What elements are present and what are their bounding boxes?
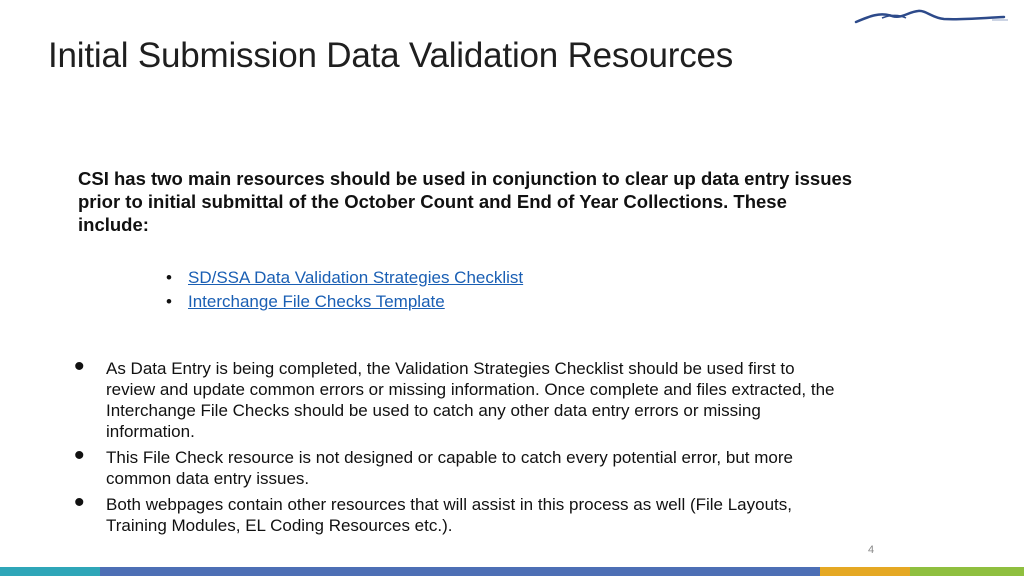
list-item <box>74 439 844 489</box>
validation-checklist-link[interactable]: SD/SSA Data Validation Strategies Checklist <box>188 268 524 287</box>
mountain-logo-icon <box>852 6 1012 30</box>
bullet-dot: • <box>74 439 85 472</box>
page-number: 4 <box>868 544 875 556</box>
slide-title: Initial Submission Data Validation Resources <box>48 36 734 75</box>
bullet-dot: • <box>74 486 85 519</box>
bullet-text: Both webpages contain other resources that will assist in this process as well (File Layouts, Training Modules, EL Coding Resources etc.). <box>106 495 792 535</box>
footer-bar-teal <box>0 567 100 576</box>
bullet-dot: • <box>166 268 172 287</box>
file-checks-template-link[interactable]: Interchange File Checks Template <box>188 292 445 311</box>
footer-bar-blue <box>100 567 820 576</box>
bullet-list <box>74 350 844 541</box>
intro-paragraph: CSI has two main resources should be used in conjunction to clear up data entry issues prior to initial submittal of the October Count and End of Year Collections. These include: <box>78 168 853 235</box>
list-item <box>74 350 844 442</box>
footer-bar-green <box>910 567 1024 576</box>
bullet-dot: • <box>74 350 85 383</box>
bullet-text: This File Check resource is not designed or capable to catch every potential error, but more common data entry issues. <box>106 448 793 488</box>
resource-links-list <box>166 266 523 314</box>
list-item <box>166 290 523 314</box>
footer-bar-gold <box>820 567 910 576</box>
bullet-dot: • <box>166 292 172 311</box>
list-item <box>166 266 523 290</box>
list-item <box>74 486 844 536</box>
bullet-text: As Data Entry is being completed, the Validation Strategies Checklist should be used first to review and update common errors or missing information. Once complete and files extracted, the Interchange File Checks should be used to catch any other data entry errors or missing information. <box>106 359 835 441</box>
footer-color-bar <box>0 567 1024 576</box>
